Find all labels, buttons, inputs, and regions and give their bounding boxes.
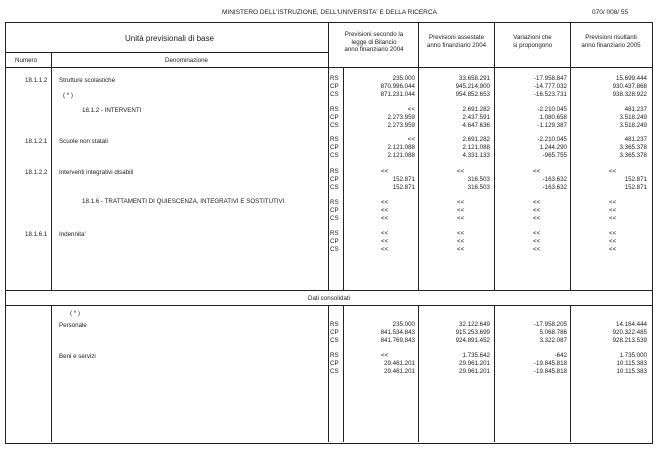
row-codes: RS CP CS [330, 106, 339, 129]
row-num: 18.1.2.1 [25, 138, 48, 145]
row-denom: Strutture scolastiche [59, 77, 116, 84]
row-col-b: << << << [457, 199, 465, 222]
row-col-c: -17.958.205 5.068.786 3.322.087 [533, 321, 567, 344]
denominazione-header: Denominazione [165, 57, 208, 64]
row-col-b: << [457, 168, 465, 175]
row-col-b: 1.735.642 29.961.201 29.961.201 [459, 352, 490, 375]
row-codes: RS CP CS [330, 75, 339, 98]
row-col-a: << [381, 352, 389, 359]
row-col-d: 15.699.444 930.437.868 938.328.922 [612, 75, 647, 98]
row-col-c: -2.210.045 1.244.290 -965.755 [537, 136, 567, 159]
row-codes: RS CP CS [330, 168, 339, 191]
row-codes: RS CP CS [330, 352, 339, 375]
row-note: ( * ) [63, 92, 73, 99]
numero-header: Numero [15, 57, 38, 64]
row-col-d: << [609, 168, 617, 175]
row-col-b: << << << [457, 230, 465, 253]
row-num: 18.1.6.1 [25, 231, 48, 238]
row-col-c: -642 -19.845.818 -19.845.818 [533, 352, 567, 375]
row-col-a: 235.000 841.534.843 841.769.843 [380, 321, 415, 344]
row-col-d: << << << [609, 199, 617, 222]
row-codes: RS CP CS [330, 136, 339, 159]
row-codes: RS CP CS [330, 230, 339, 253]
row-col-b: 2.691.282 2.437.591 4.647.636 [462, 106, 490, 129]
row-denom: Beni e servizi [59, 353, 96, 360]
row-col-d: 14.164.444 920.322.485 928.213.539 [612, 321, 647, 344]
row-col-a: 235.000 870.996.044 871.231.044 [380, 75, 415, 98]
col-b-header: Previsioni assestate anno finanziario 2004 [426, 34, 487, 49]
row-col-c: -17.958.847 -14.777.032 -16.523.731 [533, 75, 567, 98]
row-col-d: 1.735.000 10.115.383 10.115.383 [616, 352, 647, 375]
row-num: 18.1.2.2 [25, 169, 48, 176]
row-col-d: << << << [609, 230, 617, 253]
row-denom: Scuole non statali [59, 138, 108, 145]
consolidati-note: ( * ) [70, 310, 80, 317]
row-col-a: << << << [381, 199, 389, 222]
unita-title: Unità previsionali di base [125, 34, 214, 43]
row-col-c: << << << [533, 199, 541, 222]
consolidati-title: Dati consolidati [308, 295, 350, 302]
row-col-c: -2.210.045 1.080.658 -1.129.387 [537, 106, 567, 129]
col-c-header: Variazioni che si propongono [512, 34, 553, 49]
row-denom: Interventi integrativi disabili [59, 169, 134, 176]
row-denom: 18.1.6 - TRATTAMENTI DI QUIESCENZA, INTEGRATIVI E SOSTITUTIVI [82, 198, 285, 205]
row-col-a: << [381, 168, 389, 175]
row-col-a: << << << [381, 230, 389, 253]
row-num: 18.1.1.2 [25, 77, 48, 84]
row-codes: RS CP CS [330, 199, 339, 222]
row-col-b: 2.691.282 2.121.088 4.331.133 [462, 136, 490, 159]
ministry-title: MINISTERO DELL'ISTRUZIONE, DELL'UNIVERSITA' E DELLA RICERCA [222, 9, 437, 16]
page-code: 070/ 008/ 55 [592, 9, 629, 16]
row-col-d: 481.237 3.365.378 3.365.378 [619, 136, 647, 159]
row-denom: 18.1.2 - INTERVENTI [82, 107, 142, 114]
row-denom: Personale [59, 322, 87, 329]
row-denom: Indennita' [59, 231, 86, 238]
col-d-header: Previsioni risultanti anno finanziario 2005 [581, 34, 641, 49]
row-codes: RS CP CS [330, 321, 339, 344]
row-col-b: 32.122.649 915.253.699 924.891.452 [455, 321, 490, 344]
row-col-d: 481.237 3.518.249 3.518.249 [619, 106, 647, 129]
row-col-a: << 2.121.088 2.121.088 [387, 136, 415, 159]
row-col-c: << [533, 168, 541, 175]
col-a-header: Previsioni secondo la legge di Bilancio anno finanziario 2004 [344, 31, 404, 53]
row-col-a: << 2.273.959 2.273.959 [387, 106, 415, 129]
row-col-b: 33.658.291 945.214.900 954.852.653 [455, 75, 490, 98]
row-col-c: << << << [533, 230, 541, 253]
